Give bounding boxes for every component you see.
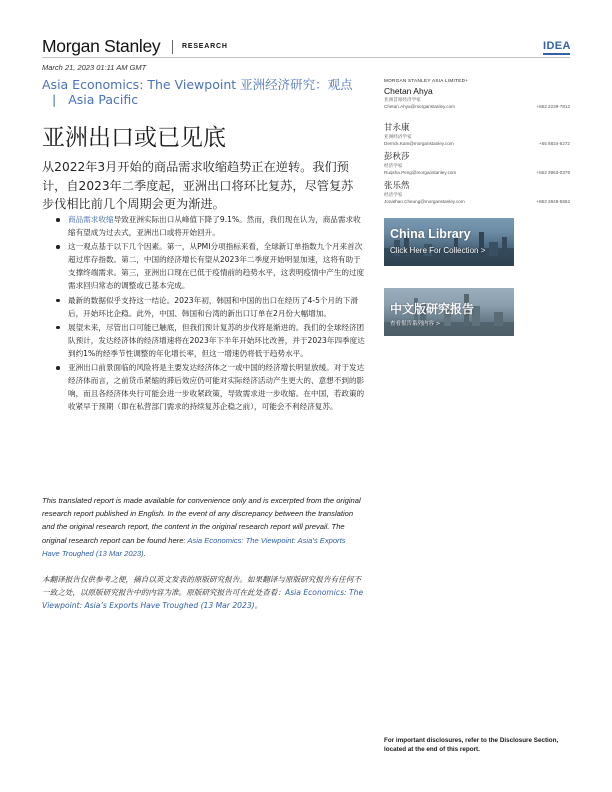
series-region: Asia Pacific [68, 92, 139, 107]
chinese-disclaimer [42, 573, 364, 613]
promo-link[interactable]: 查看报告系列内容 > [390, 321, 441, 327]
analyst-name: 彭秋莎 [384, 151, 410, 161]
header-divider [172, 40, 173, 54]
lead-paragraph: 从2022年3月开始的商品需求收缩趋势正在逆转。我们预计，自2023年二季度起，亚洲出口将环比复苏，尽管复苏步伐相比前几个周期会更为渐进。 [42, 160, 354, 211]
bullet-text: 最新的数据似乎支持这一结论。2023年初，韩国和中国的出口在经历了4-5个月的下滑后，开始环比企稳。此外，中国、韩国和台湾的新出口订单在2月份大幅增加。 [68, 295, 358, 318]
research-label: RESEARCH [182, 43, 228, 50]
analyst-email[interactable]: Jonathan.Cheung@morganstanley.com [384, 199, 465, 204]
analyst-card [384, 179, 570, 207]
analyst-email[interactable]: Chetan.Ahya@morganstanley.com [384, 104, 455, 109]
bullet-item [56, 361, 366, 413]
promo-link[interactable]: Click Here For Collection > [390, 246, 486, 255]
brand-logo: Morgan Stanley [42, 36, 161, 56]
series-name: Asia Economics: The Viewpoint 亚洲经济研究：观点 [42, 77, 353, 92]
analyst-email[interactable]: Ruqsha.Peng@morganstanley.com [384, 170, 457, 175]
header-rule [42, 57, 570, 58]
promo-title: 中文版研究报告 [390, 302, 475, 316]
goods-demand-link[interactable]: 商品需求收缩 [68, 215, 114, 224]
idea-tag: IDEA [543, 40, 571, 52]
china-library-banner[interactable] [384, 218, 514, 266]
analyst-phone: +852 2239-7812 [536, 104, 570, 109]
analyst-card [384, 86, 570, 112]
disclosure-note: For important disclosures, refer to the Disclosure Section, located at the end of this report. [384, 737, 559, 753]
disclaimer-text: This translated report is made available for convenience only and is excerpted from the original research report published in English. In the event of any discrepancy between the translation and the original research report, the content in the original research report will prevail. The original research report can be found here: [42, 496, 361, 545]
analyst-card [384, 150, 570, 178]
bullet-text: 展望未来，尽管出口可能已触底，但我们预计复苏的步伐将是渐进的。我们的全球经济团队预计，发达经济体的经济增速将在2023年下半年开始环比改善，并于2023年四季度达到约1%的经季节性调整的年化增长率，但这一增速仍将低于趋势水平。 [68, 322, 365, 358]
bullet-text: 这一观点基于以下几个因素。第一，从PMI分项指标来看，全球新订单指数九个月来首次超过库存指数。第二，中国的经济增长有望从2023年二季度开始明显加速，这将有助于支撑终端需求。第三，亚洲出口现在已低于疫情前的趋势水平，这表明疫情中产生的过度需求回归常态的调整或已基本完成。 [68, 242, 365, 291]
disclaimer-end: 。 [254, 601, 263, 611]
bullet-item [56, 294, 366, 320]
analyst-email[interactable]: Derrick.Kam@morganstanley.com [384, 141, 454, 146]
analyst-phone: +852 3963-0376 [536, 170, 570, 175]
analyst-role: 经济学家 [384, 163, 403, 168]
promo-title: China Library [390, 227, 471, 241]
analyst-name: 甘永康 [384, 122, 410, 132]
analyst-phone: +65 6834-6272 [538, 141, 570, 146]
bullet-item [56, 213, 366, 239]
bullet-text: 亚洲出口前景面临的风险将是主要发达经济体之一或中国的经济增长明显放缓。对于发达经济体而言，之前货币紧缩的滞后效应仍可能对实际经济活动产生更大的、意想不到的影响，而且各经济体央行可能会进一步收紧政策，导致需求进一步收缩。在中国，若政策的收紧早于预期（即在私营部门需求的持续复苏企稳之前），可能会不利经济复苏。 [68, 363, 365, 412]
series-title [42, 77, 372, 107]
entity-name: MORGAN STANLEY ASIA LIMITED+ [384, 78, 469, 83]
disclaimer-text: 本翻译报告仅供参考之便，摘自以英文发表的原版研究报告。如果翻译与原版研究报告有任何不一致之处，以原版研究报告中的内容为准。原版研究报告可在此处查看： [42, 575, 361, 598]
bullet-text: 导致亚洲实际出口从峰值下降了9.1%。然而，我们现在认为，商品需求收缩有望成为过去式，亚洲出口或将开始回升。 [68, 215, 361, 238]
publication-date: March 21, 2023 01:11 AM GMT [42, 63, 147, 72]
original-report-link-cn[interactable]: Asia Economics: The Viewpoint: Asia’s Exports Have Troughed (13 Mar 2023) [42, 588, 364, 611]
chinese-reports-banner[interactable] [384, 288, 514, 336]
analyst-role: 经济学家 [384, 192, 403, 197]
idea-underline [543, 53, 570, 55]
original-report-link[interactable]: Asia Economics: The Viewpoint: Asia’s Exports Have Troughed (13 Mar 2023) [42, 535, 346, 558]
english-disclaimer [42, 494, 364, 560]
analyst-role: 亚洲经济学家 [384, 134, 412, 139]
key-points-list [56, 213, 366, 414]
disclaimer-end: . [143, 548, 146, 558]
bullet-item [56, 240, 366, 292]
bullet-item [56, 321, 366, 360]
analyst-name: Chetan Ahya [384, 86, 433, 96]
analyst-card [384, 121, 570, 149]
series-separator: | [52, 92, 57, 107]
analyst-phone: +852 2848-5652 [536, 199, 570, 204]
skyline-image [384, 218, 514, 266]
analyst-name: 张乐然 [384, 180, 410, 190]
analyst-role: 亚洲首席经济学家 [384, 97, 421, 102]
page-title: 亚洲出口或已见底 [42, 125, 226, 151]
